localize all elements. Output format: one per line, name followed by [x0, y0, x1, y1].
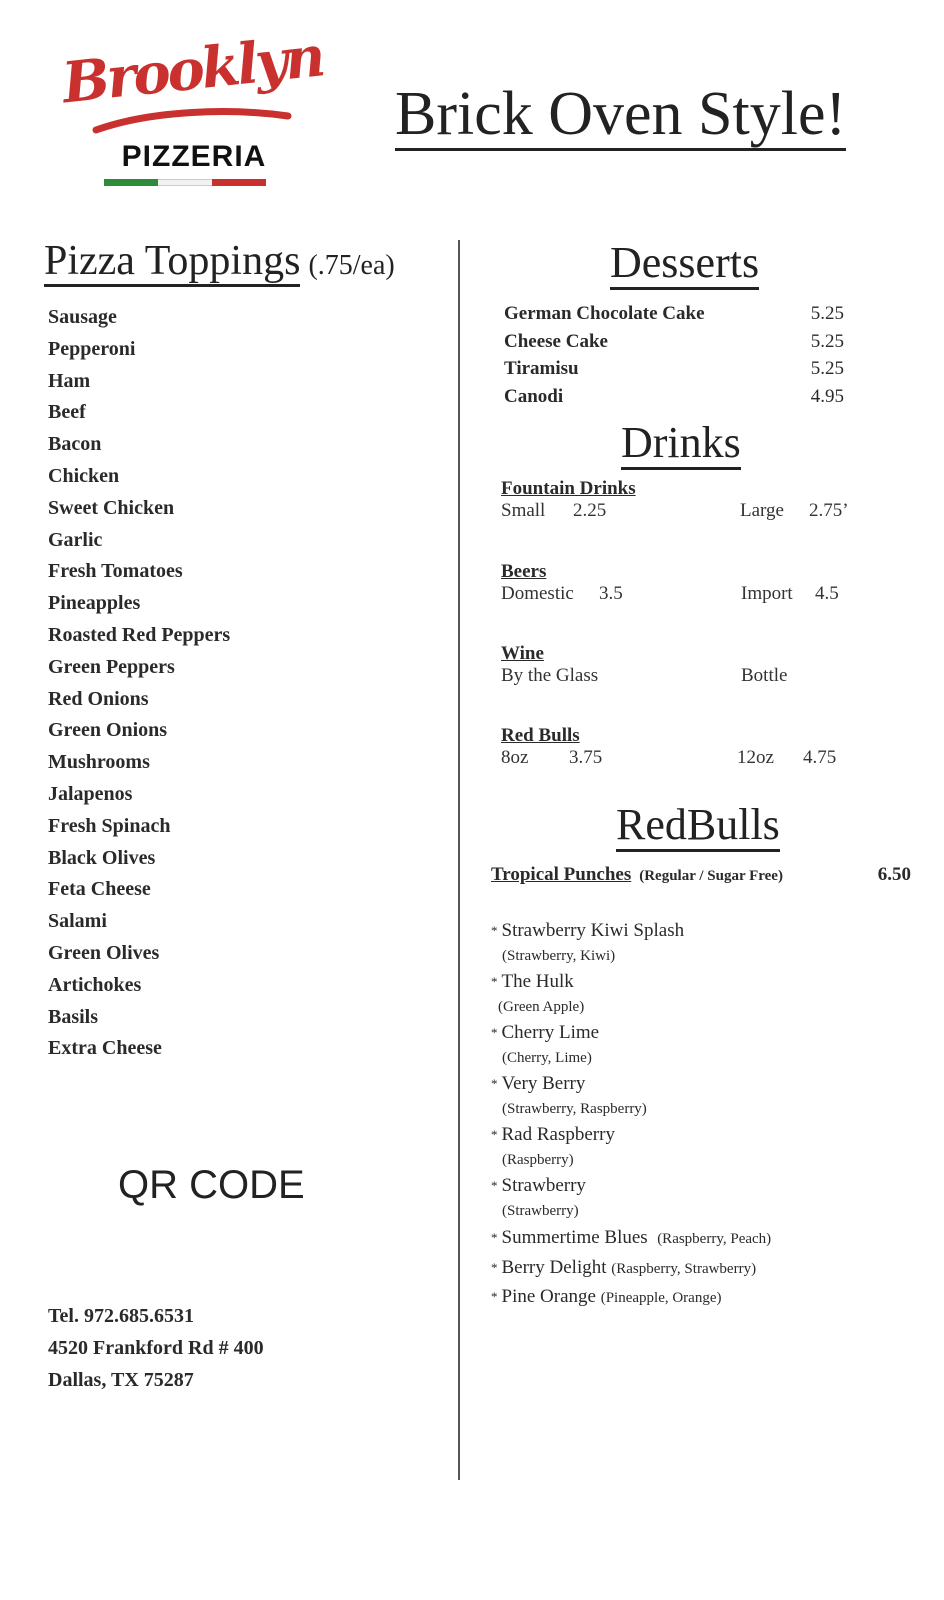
- topping-item: Green Onions: [48, 719, 168, 742]
- brooklyn-pizzeria-logo: [59, 23, 326, 196]
- topping-item: Feta Cheese: [48, 878, 151, 901]
- toppings-list: [48, 302, 230, 1065]
- tropical-punches-price: 6.50: [877, 864, 911, 885]
- toppings-heading: [44, 236, 395, 291]
- topping-item: Salami: [48, 910, 107, 933]
- drink-price-row: [501, 747, 861, 773]
- drink-group-heading: Fountain Drinks: [501, 478, 636, 499]
- topping-item: Bacon: [48, 433, 102, 456]
- drink-left-label: 8oz: [501, 747, 529, 768]
- flavor-item: [491, 1224, 821, 1254]
- drink-left-price: 3.75: [569, 747, 603, 768]
- flavor-item: [491, 1071, 821, 1097]
- drink-left-label: Domestic: [501, 583, 574, 604]
- flavor-name: Summertime Blues: [501, 1227, 648, 1248]
- topping-item: Red Onions: [48, 687, 149, 710]
- italian-flag-stripe: [104, 179, 266, 186]
- dessert-row: [504, 328, 844, 356]
- headline: Brick Oven Style!: [395, 82, 846, 151]
- tropical-punches-options: (Regular / Sugar Free): [639, 868, 783, 884]
- toppings-price-note: (.75/ea): [308, 250, 395, 281]
- address-line-1: 4520 Frankford Rd # 400: [48, 1337, 264, 1359]
- topping-item: Black Olives: [48, 846, 156, 869]
- topping-item: Sweet Chicken: [48, 496, 175, 519]
- drink-right-label: Import: [741, 583, 793, 604]
- flavor-desc: (Pineapple, Orange): [600, 1290, 722, 1306]
- flavor-name: The Hulk: [501, 971, 574, 992]
- bullet-star-icon: *: [491, 1025, 498, 1040]
- topping-item: Mushrooms: [48, 751, 150, 774]
- bullet-star-icon: *: [491, 1178, 498, 1193]
- flavor-desc: (Strawberry, Kiwi): [502, 947, 616, 964]
- flavor-desc: (Strawberry, Raspberry): [502, 1100, 647, 1117]
- redbulls-title: RedBulls: [616, 800, 780, 852]
- drink-left-price: 3.5: [599, 583, 623, 604]
- bullet-star-icon: *: [491, 1230, 498, 1245]
- topping-item: Chicken: [48, 464, 120, 487]
- topping-item: Extra Cheese: [48, 1037, 162, 1060]
- bullet-star-icon: *: [491, 1259, 498, 1275]
- drink-right-price: 4.5: [815, 583, 839, 604]
- drink-group-fountain: [501, 478, 861, 526]
- dessert-name: Tiramisu: [504, 358, 579, 379]
- flavor-item: [491, 1173, 821, 1199]
- flavor-desc: (Raspberry): [502, 1151, 574, 1168]
- topping-item: Green Peppers: [48, 655, 175, 678]
- flavor-name: Very Berry: [501, 1073, 586, 1094]
- drink-group-redbulls: [501, 725, 861, 773]
- drink-left-label: By the Glass: [501, 665, 599, 686]
- dessert-name: Cheese Cake: [504, 330, 608, 352]
- topping-item: Basils: [48, 1005, 99, 1028]
- toppings-title: Pizza Toppings: [44, 238, 300, 287]
- phone-number: Tel. 972.685.6531: [48, 1305, 194, 1327]
- dessert-row: [504, 355, 844, 383]
- redbulls-heading: [616, 800, 780, 850]
- logo-swash-icon: [92, 106, 292, 134]
- drinks-title: Drinks: [621, 418, 741, 470]
- tropical-punches-row: [491, 864, 911, 886]
- contact-info: [48, 1300, 264, 1396]
- flavor-item: [491, 1122, 821, 1148]
- flavor-name: Rad Raspberry: [501, 1124, 615, 1145]
- drink-right-label: Bottle: [741, 665, 788, 686]
- topping-item: Garlic: [48, 528, 103, 551]
- topping-item: Ham: [48, 369, 91, 392]
- flavor-name: Cherry Lime: [501, 1022, 600, 1043]
- bullet-star-icon: *: [491, 1289, 498, 1304]
- topping-item: Artichokes: [48, 973, 142, 996]
- flavor-desc: (Raspberry, Peach): [657, 1231, 772, 1247]
- dessert-price: 4.95: [810, 385, 844, 407]
- column-divider: [458, 240, 460, 1480]
- dessert-name: German Chocolate Cake: [504, 303, 705, 324]
- flavor-name: Strawberry Kiwi Splash: [501, 920, 685, 941]
- drink-group-heading: Beers: [501, 561, 547, 582]
- drink-right-price: 4.75: [803, 747, 837, 768]
- topping-item: Roasted Red Peppers: [48, 623, 231, 646]
- desserts-list: [504, 300, 844, 410]
- topping-item: Fresh Spinach: [48, 814, 171, 837]
- topping-item: Beef: [48, 401, 86, 424]
- bullet-star-icon: *: [491, 974, 498, 989]
- address-line-2: Dallas, TX 75287: [48, 1369, 194, 1391]
- dessert-price: 5.25: [810, 303, 844, 324]
- topping-item: Green Olives: [48, 941, 160, 964]
- logo-word-text: PIZZERIA: [121, 140, 267, 173]
- topping-item: Sausage: [48, 306, 117, 328]
- flavor-desc: (Cherry, Lime): [502, 1049, 592, 1066]
- drink-price-row: [501, 665, 861, 691]
- desserts-heading: [610, 238, 759, 288]
- flavor-desc: (Raspberry, Strawberry): [611, 1260, 757, 1277]
- dessert-price: 5.25: [810, 358, 844, 379]
- redbull-flavor-list: [491, 918, 821, 1313]
- qr-code-placeholder: QR CODE: [118, 1163, 305, 1207]
- flavor-item: [491, 1283, 821, 1313]
- dessert-price: 5.25: [810, 330, 844, 352]
- flavor-name: Berry Delight: [501, 1256, 607, 1278]
- drink-group-wine: [501, 643, 861, 691]
- flavor-item: [491, 918, 821, 944]
- topping-item: Jalapenos: [48, 782, 133, 805]
- drink-left-price: 2.25: [573, 500, 607, 521]
- dessert-name: Canodi: [504, 385, 564, 407]
- flavor-name: Pine Orange: [501, 1286, 596, 1307]
- tropical-punches-name: Tropical Punches: [491, 864, 632, 885]
- drink-price-row: [501, 583, 861, 609]
- dessert-row: [504, 300, 844, 328]
- flavor-item: [491, 1020, 821, 1046]
- flavor-desc: (Green Apple): [498, 998, 585, 1015]
- drink-group-heading: Red Bulls: [501, 725, 580, 746]
- topping-item: Fresh Tomatoes: [48, 560, 183, 583]
- bullet-star-icon: *: [491, 1127, 498, 1142]
- bullet-star-icon: *: [491, 923, 498, 938]
- flavor-item: [491, 1254, 821, 1284]
- topping-item: Pineapples: [48, 592, 141, 615]
- drink-group-heading: Wine: [501, 643, 544, 664]
- drinks-heading: [621, 418, 741, 468]
- drink-group-beers: [501, 561, 861, 609]
- bullet-star-icon: *: [491, 1076, 498, 1091]
- logo-script-text: Brooklyn: [59, 23, 326, 117]
- flavor-desc: (Strawberry): [502, 1202, 579, 1219]
- drink-right-label: Large: [740, 500, 784, 521]
- dessert-row: [504, 383, 844, 411]
- drink-right-label: 12oz: [737, 747, 774, 768]
- drink-right-price: 2.75’: [809, 500, 849, 521]
- topping-item: Pepperoni: [48, 337, 136, 360]
- desserts-title: Desserts: [610, 238, 759, 290]
- drink-left-label: Small: [501, 500, 546, 521]
- flavor-name: Strawberry: [501, 1175, 586, 1196]
- flavor-item: [491, 969, 821, 995]
- drink-price-row: [501, 500, 861, 526]
